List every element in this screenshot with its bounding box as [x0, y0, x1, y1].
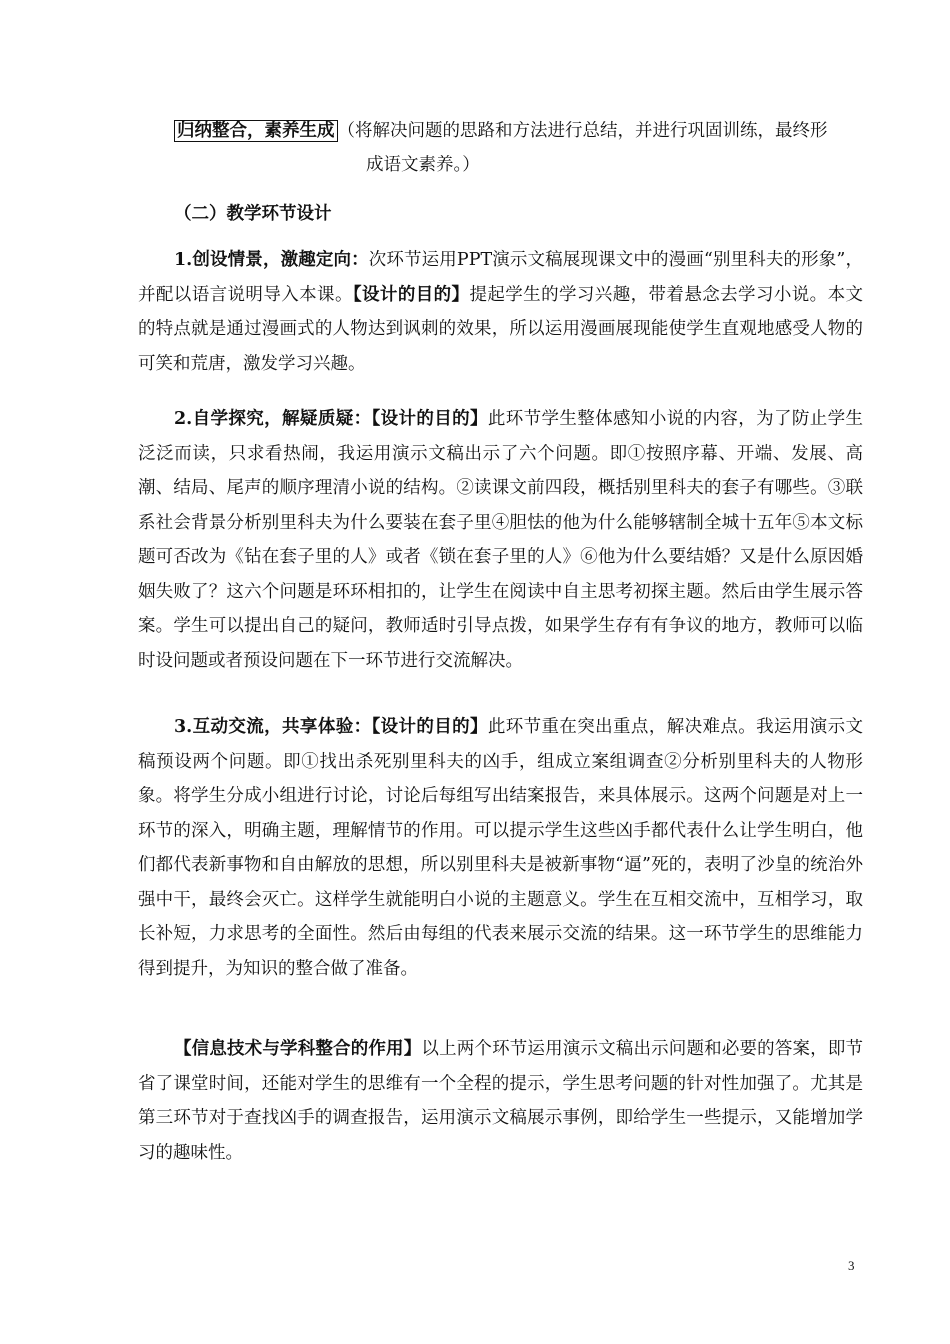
paragraph-2-tag: 【设计的目的】 [371, 409, 488, 429]
paragraph-2 [138, 402, 863, 678]
paragraph-2-lead: 2.自学探究，解疑质疑： [174, 409, 372, 429]
summary-boxed-title: 归纳整合，素养生成 [174, 120, 338, 142]
paragraph-2-text: 此环节学生整体感知小说的内容，为了防止学生泛泛而读，只求看热闹，我运用演示文稿出示了六个问题。即①按照序幕、开端、发展、高潮、结局、尾声的顺序理清小说的结构。②读课文前四段，概括别里科夫的套子有哪些。③联系社会背景分析别里科夫为什么要装在套子里④胆怯的他为什么能够辖制全城十五年⑤本文标题可否改为《钻在套子里的人》或者《锁在套子里的人》⑥他为什么要结婚？又是什么原因婚姻失败了？这六个问题是环环相扣的，让学生在阅读中自主思考初探主题。然后由学生展示答案。学生可以提出自己的疑问，教师适时引导点拨，如果学生存有有争议的地方，教师可以临时设问题或者预设问题在下一环节进行交流解决。 [138, 409, 864, 671]
section-heading: （二）教学环节设计 [174, 204, 332, 224]
summary-text-2: 成语文素养。） [366, 155, 480, 175]
paragraph-3-tag: 【设计的目的】 [371, 717, 488, 737]
page-number: 3 [848, 1258, 855, 1273]
paragraph-3-lead: 3.互动交流，共享体验： [174, 717, 372, 737]
summary-text-1: （将解决问题的思路和方法进行总结，并进行巩固训练，最终形 [337, 121, 828, 141]
paragraph-3-text: 此环节重在突出重点，解决难点。我运用演示文稿预设两个问题。即①找出杀死别里科夫的凶手，组成立案组调查②分析别里科夫的人物形象。将学生分成小组进行讨论，讨论后每组写出结案报告，来具体展示。这两个问题是对上一环节的深入，明确主题，理解情节的作用。可以提示学生这些凶手都代表什么让学生明白，他们都代表新事物和自由解放的思想，所以别里科夫是被新事物“逼”死的，表明了沙皇的统治外强中干，最终会灭亡。这样学生就能明白小说的主题意义。学生在互相交流中，互相学习，取长补短，力求思考的全面性。然后由每组的代表来展示交流的结果。这一环节学生的思维能力得到提升，为知识的整合做了准备。 [138, 717, 864, 979]
paragraph-4-tag: 【信息技术与学科整合的作用】 [174, 1039, 422, 1059]
paragraph-1-tag: 【设计的目的】 [352, 284, 470, 305]
paragraph-1 [138, 243, 863, 381]
paragraph-1-text-1: 次环节运用PPT演示文稿展现课文中的漫画“别里科夫的形象”，并配以语言说明导入本课。 [138, 250, 863, 305]
paragraph-4 [138, 1032, 863, 1170]
paragraph-1-text-2: 提起学生的学习兴趣，带着悬念去学习小说。本文的特点就是通过漫画式的人物达到讽刺的效果，所以运用漫画展现能使学生直观地感受人物的可笑和荒唐，激发学习兴趣。 [138, 284, 863, 374]
paragraph-1-lead: 1.创设情景，激趣定向： [174, 250, 369, 270]
paragraph-3 [138, 710, 863, 986]
paragraph-4-text: 以上两个环节运用演示文稿出示问题和必要的答案，即节省了课堂时间，还能对学生的思维有一个全程的提示，学生思考问题的针对性加强了。尤其是第三环节对于查找凶手的调查报告，运用演示文稿展示事例，即给学生一些提示，又能增加学习的趣味性。 [138, 1039, 864, 1163]
summary-line-1 [174, 119, 828, 143]
summary-line-2 [366, 153, 480, 177]
